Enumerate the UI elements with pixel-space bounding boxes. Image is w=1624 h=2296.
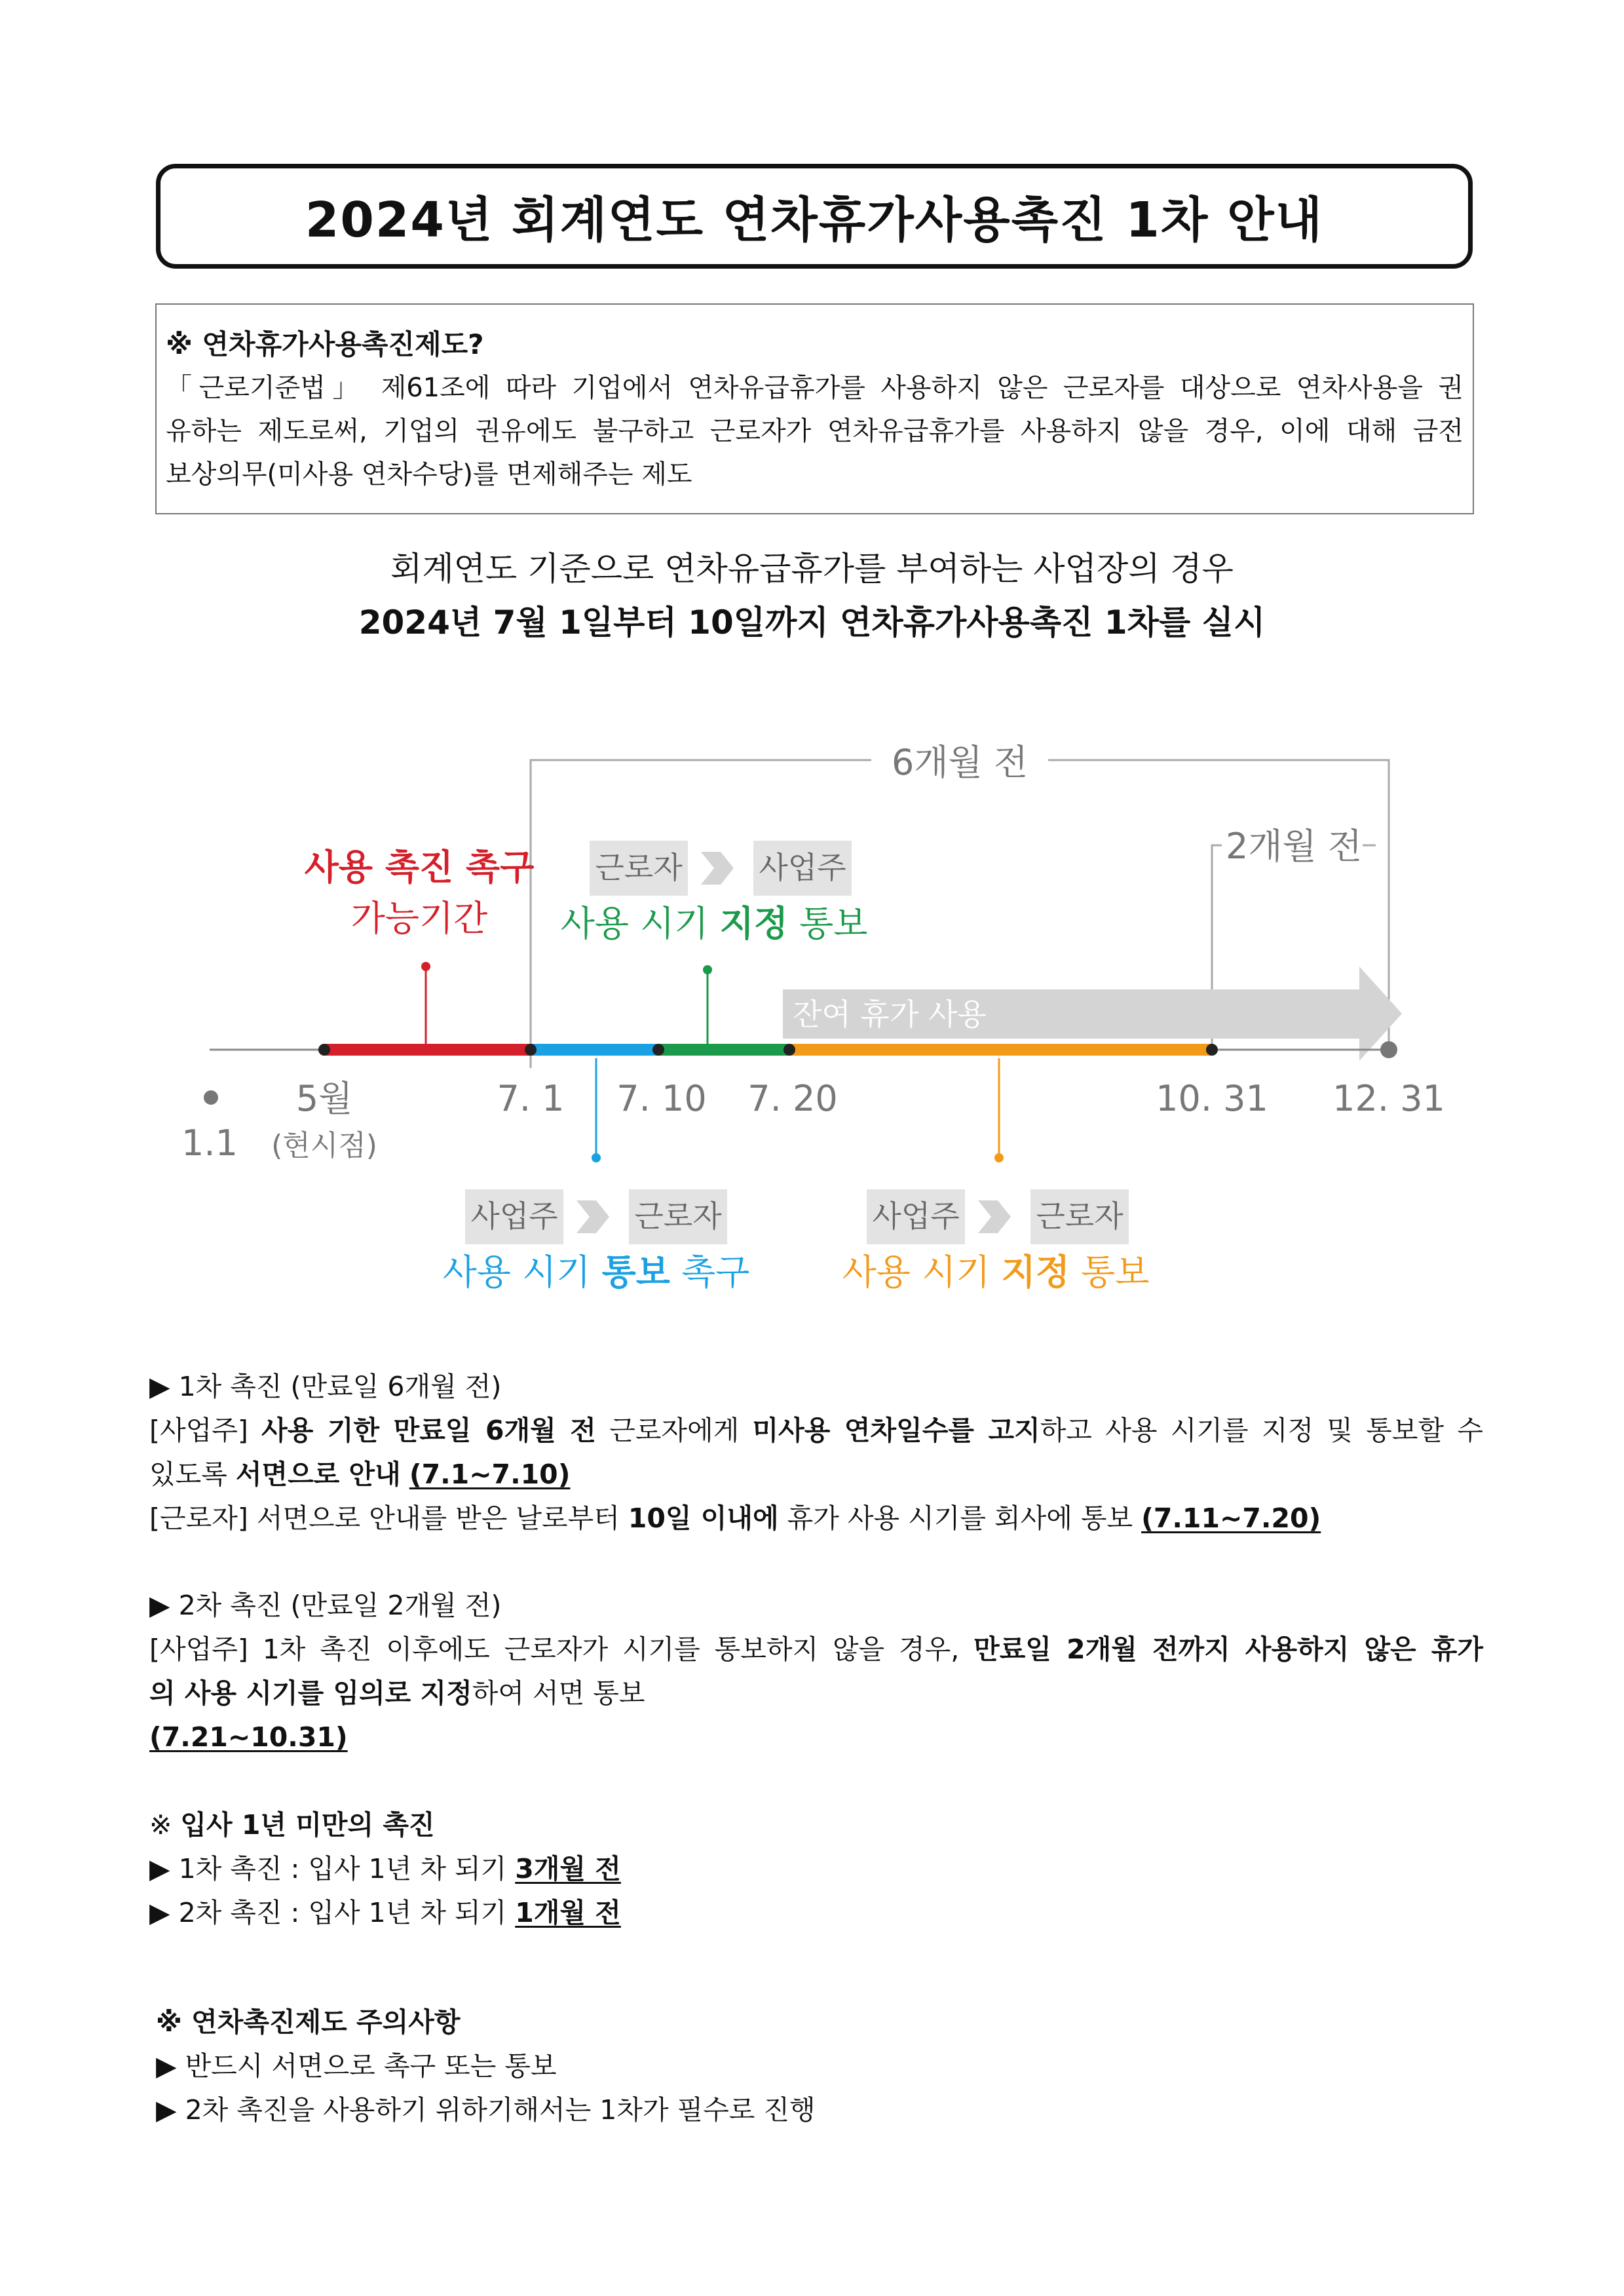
newhire-heading: ※ 입사 1년 미만의 촉진 [149, 1809, 435, 1841]
dot-may [318, 1044, 330, 1056]
newhire-line-1: ▶ 1차 촉진 : 입사 1년 차 되기 3개월 전 [149, 1853, 621, 1885]
tick-71: 7. 1 [497, 1078, 565, 1119]
dot-710 [652, 1044, 664, 1056]
second-employer-line: [사업주] 1차 촉진 이후에도 근로자가 시기를 통보하지 않을 경우, 만료일 2개월 전까지 사용하지 않은 휴가 [149, 1634, 1483, 1665]
definition-question: ※ 연차휴가사용촉진제도? [166, 328, 484, 360]
first-worker-line: [근로자] 서면으로 안내를 받은 날로부터 10일 이내에 휴가 사용 시기를 회사에 통보 (7.11~7.20) [149, 1502, 1321, 1534]
definition-line-1: 「근로기준법」 제61조에 따라 기업에서 연차유급휴가를 사용하지 않은 근로자를 대상으로 연차사용을 권 [166, 373, 1463, 403]
bracket-6-months-label: 6개월 전 [891, 742, 1029, 783]
orange-caption: 사용 시기 지정 통보 [842, 1252, 1150, 1293]
definition-line-3: 보상의무(미사용 연차수당)를 면제해주는 제도 [166, 459, 692, 489]
blue-pointer-dot [592, 1153, 601, 1162]
dot-1231 [1380, 1041, 1397, 1058]
orange-flow-arrow [978, 1200, 1011, 1233]
orange-from-label: 사업주 [872, 1198, 960, 1234]
first-employer-line: [사업주] 사용 기한 만료일 6개월 전 근로자에게 미사용 연차일수를 고지하고 사용 시기를 지정 및 통보할 수 [149, 1415, 1484, 1446]
blue-from-label: 사업주 [470, 1198, 558, 1234]
newhire-line-2: ▶ 2차 촉진 : 입사 1년 차 되기 1개월 전 [149, 1897, 621, 1928]
subheading-line-1: 회계연도 기준으로 연차유급휴가를 부여하는 사업장의 경우 [390, 550, 1234, 588]
orange-pointer-dot [994, 1153, 1004, 1162]
dot-1031 [1206, 1044, 1218, 1056]
definition-line-2: 유하는 제도로써, 기업의 권유에도 불구하고 근로자가 연차유급휴가를 사용하지 않을 경우, 이에 대해 금전 [166, 416, 1463, 446]
blue-caption: 사용 시기 통보 촉구 [442, 1252, 750, 1293]
dot-start [204, 1090, 218, 1105]
orange-to-label: 근로자 [1036, 1198, 1124, 1234]
second-employer-cont: 의 사용 시기를 임의로 지정하여 서면 통보 [149, 1677, 645, 1709]
green-flow-arrow [701, 852, 734, 885]
tick-may-sub: (현시점) [271, 1129, 377, 1162]
tick-1031: 10. 31 [1156, 1078, 1268, 1119]
green-to-label: 사업주 [759, 850, 846, 885]
red-pointer-dot [421, 962, 430, 971]
title-box [156, 164, 1473, 269]
tick-may: 5월 [295, 1078, 353, 1119]
page-title: 2024년 회계연도 연차휴가사용촉진 1차 안내 [305, 192, 1324, 248]
timeline-svg [177, 701, 1461, 1317]
second-promotion-heading: ▶ 2차 촉진 (만료일 2개월 전) [149, 1590, 502, 1621]
timeline-diagram [177, 701, 1461, 1317]
first-promotion-heading: ▶ 1차 촉진 (만료일 6개월 전) [149, 1371, 502, 1402]
dot-71 [525, 1044, 537, 1056]
green-pointer-dot [703, 965, 712, 974]
caution-heading: ※ 연차촉진제도 주의사항 [156, 2006, 461, 2038]
caution-line-1: ▶ 반드시 서면으로 촉구 또는 통보 [156, 2050, 557, 2082]
dot-720 [784, 1044, 795, 1056]
blue-flow-arrow [576, 1200, 609, 1233]
tick-710: 7. 10 [616, 1078, 707, 1119]
green-caption: 사용 시기 지정 통보 [560, 903, 868, 944]
bracket-2-months-label: 2개월 전 [1225, 826, 1363, 867]
tick-start: 1.1 [181, 1122, 238, 1164]
subheading-line-2: 2024년 7월 1일부터 10일까지 연차휴가사용촉진 1차를 실시 [358, 603, 1266, 641]
caution-line-2: ▶ 2차 촉진을 사용하기 위하기해서는 1차가 필수로 진행 [156, 2094, 816, 2126]
tick-1231: 12. 31 [1332, 1078, 1445, 1119]
red-label-2: 가능기간 [350, 898, 488, 939]
first-employer-cont: 있도록 서면으로 안내 (7.1~7.10) [149, 1459, 571, 1490]
second-period: (7.21~10.31) [149, 1721, 348, 1753]
blue-to-label: 근로자 [634, 1198, 722, 1234]
green-from-label: 근로자 [595, 850, 683, 885]
red-label-1: 사용 촉진 촉구 [304, 847, 535, 888]
remaining-leave-label: 잔여 휴가 사용 [793, 997, 987, 1032]
tick-720: 7. 20 [747, 1078, 838, 1119]
definition-box [155, 303, 1474, 514]
